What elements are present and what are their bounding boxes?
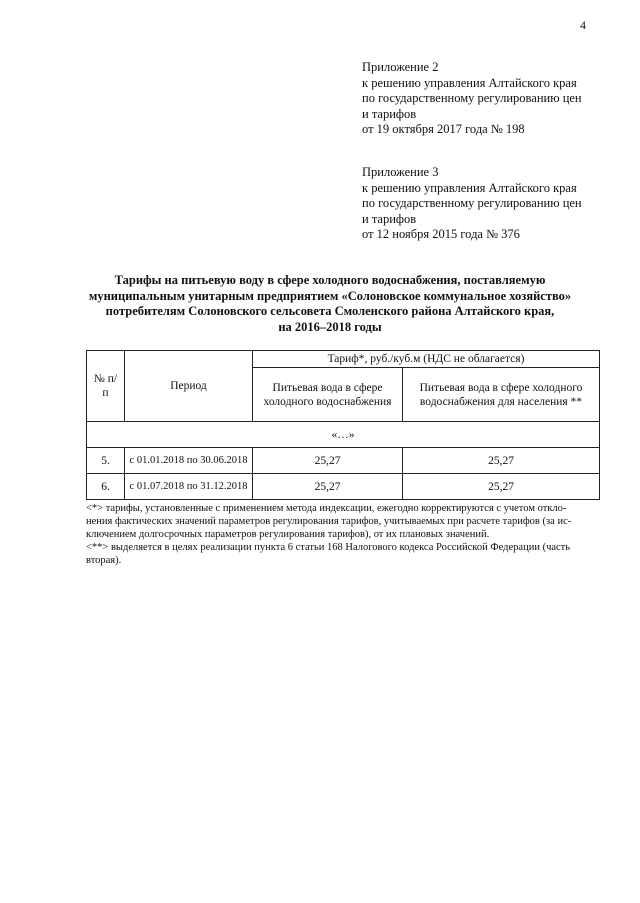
appendix-3-header bbox=[362, 165, 582, 243]
appendix-3-line: и тарифов bbox=[362, 211, 417, 226]
footnote-line: <**> выделяется в целях реализации пункта 6 статьи 168 Налогового кодекса Российской Федерации (часть bbox=[86, 542, 571, 553]
cell-period: с 01.07.2018 по 31.12.2018 bbox=[125, 474, 253, 500]
header-drinking-water: Питьевая вода в сфере холодного водоснабжения bbox=[253, 368, 403, 422]
title-line: муниципальным унитарным предприятием «Солоновское коммунальное хозяйство» bbox=[88, 288, 572, 303]
footnote-line: вторая). bbox=[86, 555, 122, 566]
header-drinking-water-population: Питьевая вода в сфере холодного водоснабжения для населения ** bbox=[403, 368, 600, 422]
footnote-line: <*> тарифы, установленные с применением метода индексации, ежегодно корректируются с учетом откло- bbox=[86, 503, 567, 514]
appendix-3-line: по государственному регулированию цен bbox=[362, 196, 582, 210]
page-number: 4 bbox=[580, 18, 586, 32]
footnote-line: ключением долгосрочных параметров регулирования тарифов), от их плановых значений. bbox=[86, 529, 490, 540]
appendix-2-line: Приложение 2 bbox=[362, 60, 439, 74]
cell-number: 5. bbox=[87, 448, 125, 474]
appendix-2-line: к решению управления Алтайского края bbox=[362, 75, 577, 90]
cell-tariff-a: 25,27 bbox=[253, 474, 403, 500]
document-title bbox=[60, 273, 600, 335]
appendix-3-line: к решению управления Алтайского края bbox=[362, 180, 577, 195]
cell-tariff-b: 25,27 bbox=[403, 448, 600, 474]
cell-tariff-a: 25,27 bbox=[253, 448, 403, 474]
cell-period: с 01.01.2018 по 30.06.2018 bbox=[125, 448, 253, 474]
appendix-3-line: от 12 ноября 2015 года № 376 bbox=[362, 227, 520, 241]
cell-tariff-b: 25,27 bbox=[403, 474, 600, 500]
table-row bbox=[87, 448, 600, 474]
appendix-2-line: по государственному регулированию цен bbox=[362, 91, 582, 105]
title-line: Тарифы на питьевую воду в сфере холодного водоснабжения, поставляемую bbox=[114, 273, 546, 287]
appendix-2-line: и тарифов bbox=[362, 106, 417, 121]
tariff-table bbox=[86, 350, 600, 500]
footnote-line: нения фактических значений параметров регулирования тарифов, учитываемых при расчете тарифов (за ис- bbox=[86, 516, 572, 527]
table-header-row bbox=[87, 351, 600, 368]
table-row-ellipsis bbox=[87, 422, 600, 448]
appendix-3-line: Приложение 3 bbox=[362, 165, 439, 179]
header-period: Период bbox=[125, 351, 253, 422]
footnotes bbox=[86, 502, 600, 567]
appendix-2-header bbox=[362, 60, 582, 138]
title-line: потребителям Солоновского сельсовета Смоленского района Алтайского края, bbox=[105, 304, 555, 318]
table-row bbox=[87, 474, 600, 500]
header-number: № п/п bbox=[87, 351, 125, 422]
appendix-2-line: от 19 октября 2017 года № 198 bbox=[362, 122, 525, 136]
title-line: на 2016–2018 годы bbox=[278, 319, 382, 334]
header-tariff: Тариф*, руб./куб.м (НДС не облагается) bbox=[253, 351, 600, 368]
cell-number: 6. bbox=[87, 474, 125, 500]
ellipsis-cell: «…» bbox=[87, 422, 600, 448]
